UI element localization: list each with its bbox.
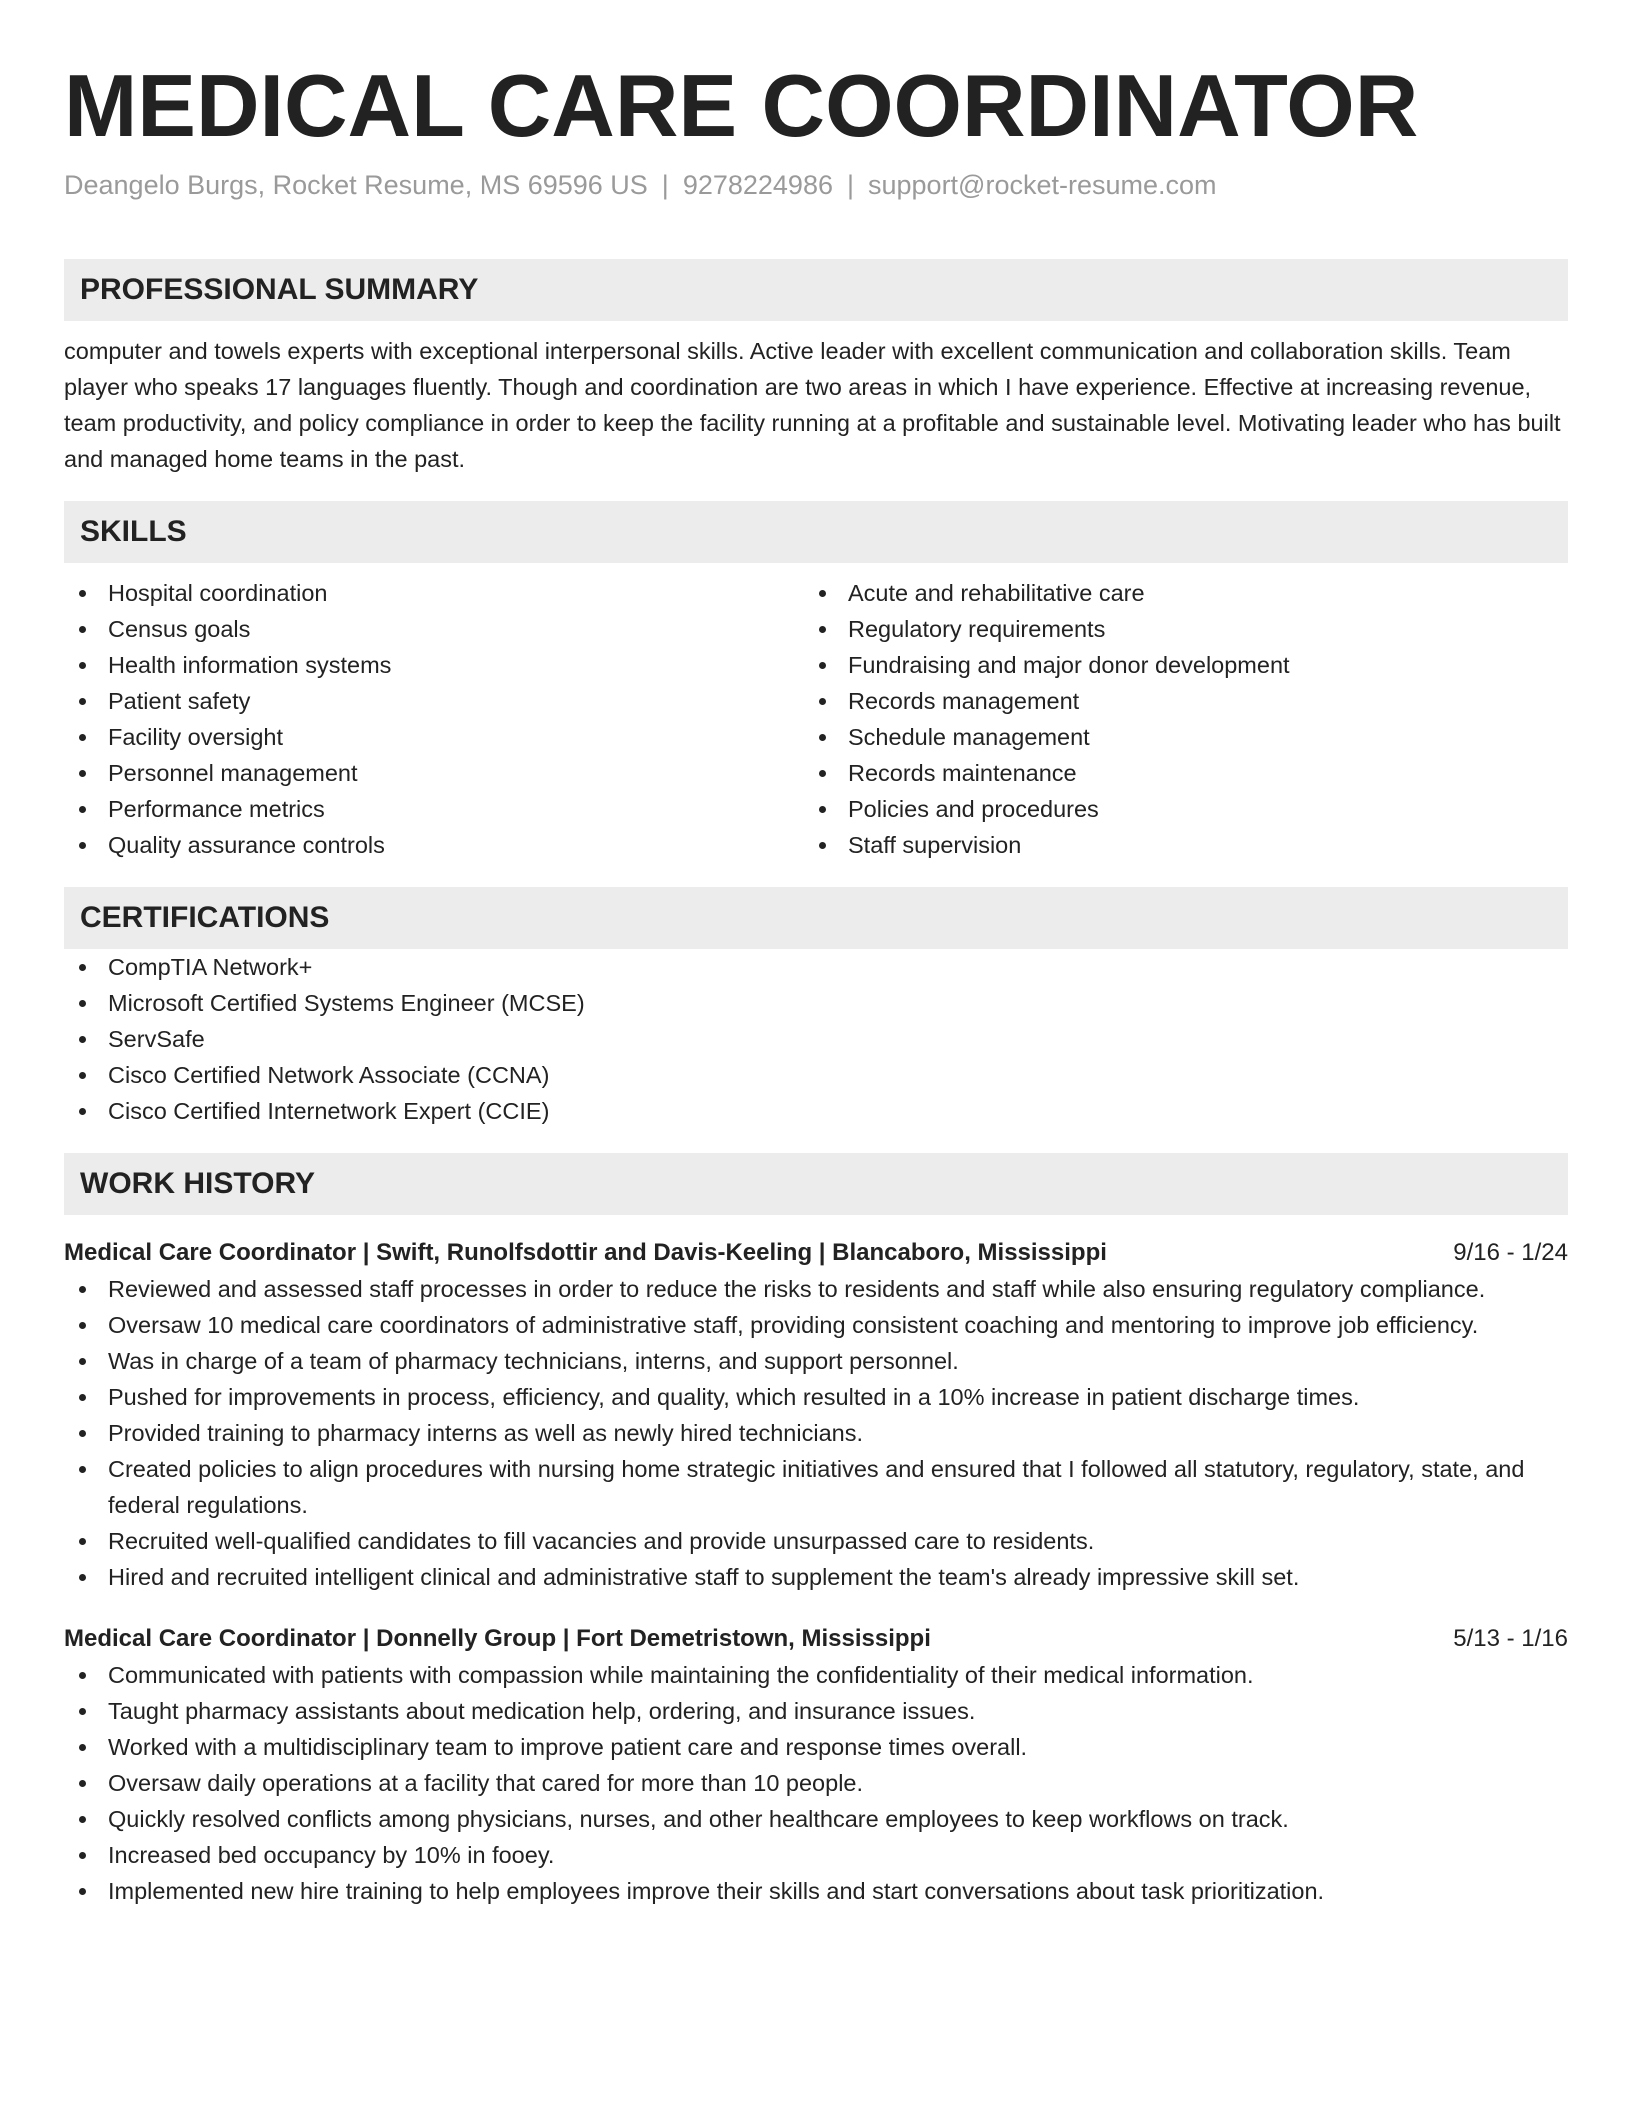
job-bullets xyxy=(64,1271,1568,1595)
section-header-certifications: CERTIFICATIONS xyxy=(64,887,1568,949)
skill-item: Regulatory requirements xyxy=(804,611,1544,647)
job-dates: 5/13 - 1/16 xyxy=(1453,1625,1568,1653)
contact-separator: | xyxy=(846,170,854,201)
job-entry xyxy=(64,1235,1568,1595)
contact-email: support@rocket-resume.com xyxy=(868,170,1217,201)
job-header xyxy=(64,1235,1568,1271)
job-bullet: Hired and recruited intelligent clinical and administrative staff to supplement the team's already impressive skill set. xyxy=(64,1559,1568,1595)
job-bullet: Communicated with patients with compassion while maintaining the confidentiality of their medical information. xyxy=(64,1657,1568,1693)
job-title: Medical Care Coordinator | Swift, Runolfsdottir and Davis-Keeling | Blancaboro, Mississippi xyxy=(64,1239,1107,1267)
skill-item: Census goals xyxy=(64,611,804,647)
contact-address: Deangelo Burgs, Rocket Resume, MS 69596 US xyxy=(64,170,648,201)
job-bullet: Pushed for improvements in process, efficiency, and quality, which resulted in a 10% increase in patient discharge times. xyxy=(64,1379,1568,1415)
job-bullet: Taught pharmacy assistants about medication help, ordering, and insurance issues. xyxy=(64,1693,1568,1729)
job-bullet: Reviewed and assessed staff processes in order to reduce the risks to residents and staff while also ensuring regulatory compliance. xyxy=(64,1271,1568,1307)
job-bullet: Was in charge of a team of pharmacy technicians, interns, and support personnel. xyxy=(64,1343,1568,1379)
job-bullet: Created policies to align procedures with nursing home strategic initiatives and ensured that I followed all statutory, regulatory, state, and federal regulations. xyxy=(64,1451,1568,1523)
skill-item: Policies and procedures xyxy=(804,791,1544,827)
job-bullet: Oversaw 10 medical care coordinators of administrative staff, providing consistent coaching and mentoring to improve job efficiency. xyxy=(64,1307,1568,1343)
job-bullet: Increased bed occupancy by 10% in fooey. xyxy=(64,1837,1568,1873)
skill-item: Records maintenance xyxy=(804,755,1544,791)
skill-item: Patient safety xyxy=(64,683,804,719)
skills-columns xyxy=(64,575,1568,863)
skill-item: Hospital coordination xyxy=(64,575,804,611)
certification-item: CompTIA Network+ xyxy=(64,949,1568,985)
certification-item: ServSafe xyxy=(64,1021,1568,1057)
skill-item: Schedule management xyxy=(804,719,1544,755)
contact-line xyxy=(64,170,1568,201)
contact-phone: 9278224986 xyxy=(682,170,833,201)
skills-list-right xyxy=(804,575,1544,863)
job-bullet: Oversaw daily operations at a facility that cared for more than 10 people. xyxy=(64,1765,1568,1801)
job-title: Medical Care Coordinator | Donnelly Group | Fort Demetristown, Mississippi xyxy=(64,1625,931,1653)
skill-item: Quality assurance controls xyxy=(64,827,804,863)
skill-item: Personnel management xyxy=(64,755,804,791)
skill-item: Facility oversight xyxy=(64,719,804,755)
certification-item: Microsoft Certified Systems Engineer (MCSE) xyxy=(64,985,1568,1021)
job-bullet: Recruited well-qualified candidates to fill vacancies and provide unsurpassed care to residents. xyxy=(64,1523,1568,1559)
job-bullet: Quickly resolved conflicts among physicians, nurses, and other healthcare employees to keep workflows on track. xyxy=(64,1801,1568,1837)
certification-item: Cisco Certified Internetwork Expert (CCIE) xyxy=(64,1093,1568,1129)
skill-item: Acute and rehabilitative care xyxy=(804,575,1544,611)
job-entry xyxy=(64,1621,1568,1909)
section-header-summary: PROFESSIONAL SUMMARY xyxy=(64,259,1568,321)
job-bullet: Provided training to pharmacy interns as well as newly hired technicians. xyxy=(64,1415,1568,1451)
job-header xyxy=(64,1621,1568,1657)
skill-item: Fundraising and major donor development xyxy=(804,647,1544,683)
skills-list-left xyxy=(64,575,804,863)
skill-item: Records management xyxy=(804,683,1544,719)
summary-text: computer and towels experts with exceptional interpersonal skills. Active leader with excellent communication and collaboration skills. Team player who speaks 17 languages fluently. Though and coordination are two areas in which I have experience. Effective at increasing revenue, team productivity, and policy compliance in order to keep the facility running at a profitable and sustainable level. Motivating leader who has built and managed home teams in the past. xyxy=(64,338,1561,473)
certifications-list xyxy=(64,949,1568,1129)
page-title: MEDICAL CARE COORDINATOR xyxy=(64,56,1419,155)
job-dates: 9/16 - 1/24 xyxy=(1453,1239,1568,1267)
job-bullet: Worked with a multidisciplinary team to improve patient care and response times overall. xyxy=(64,1729,1568,1765)
skill-item: Staff supervision xyxy=(804,827,1544,863)
certification-item: Cisco Certified Network Associate (CCNA) xyxy=(64,1057,1568,1093)
section-header-work-history: WORK HISTORY xyxy=(64,1153,1568,1215)
contact-separator: | xyxy=(661,170,669,201)
section-header-skills: SKILLS xyxy=(64,501,1568,563)
job-bullet: Implemented new hire training to help employees improve their skills and start conversations about task prioritization. xyxy=(64,1873,1568,1909)
skill-item: Performance metrics xyxy=(64,791,804,827)
skill-item: Health information systems xyxy=(64,647,804,683)
job-bullets xyxy=(64,1657,1568,1909)
